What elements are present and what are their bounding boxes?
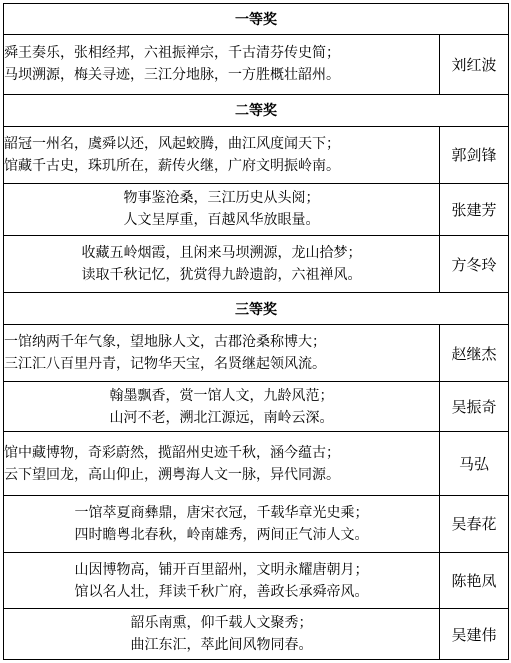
couplet-line: 馆以名人壮，拜读千秋广府，善政长承舜帝风。 xyxy=(74,583,369,600)
couplet-line: 读取千秋记忆，犹赏得九龄遗韵，六祖禅风。 xyxy=(81,267,362,283)
author-name: 郭剑锋 xyxy=(440,126,509,184)
section-header-row xyxy=(4,94,509,126)
couplet-cell xyxy=(4,325,440,382)
section-header-row xyxy=(4,293,509,325)
couplet-line: 山河不老，溯北江源远，南岭云深。 xyxy=(109,409,334,426)
couplet-cell xyxy=(4,126,440,184)
author-name: 陈艳凤 xyxy=(440,552,509,609)
couplet-cell xyxy=(4,432,440,496)
couplet-line: 收藏五岭烟霞，且闲来马坝溯源，龙山拾梦； xyxy=(81,245,362,261)
awards-table xyxy=(3,3,509,660)
couplet-line: 馆中藏博物，奇彩蔚然，揽韶州史迹千秋，涵今蕴古； xyxy=(4,444,340,461)
couplet-cell xyxy=(4,235,440,293)
author-name: 吴春花 xyxy=(440,496,509,553)
couplet-line: 韶冠一州名，虞舜以还，风起蛟腾，曲江风度闻天下； xyxy=(4,135,340,152)
couplet-cell xyxy=(4,552,440,609)
author-name: 刘红波 xyxy=(440,34,509,94)
author-name: 马弘 xyxy=(440,432,509,496)
couplet-line: 山因博物高，铺开百里韶州，文明永耀唐朝月； xyxy=(74,561,369,578)
entry-row xyxy=(4,496,509,553)
section-title: 二等奖 xyxy=(4,94,509,126)
couplet-cell xyxy=(4,496,440,553)
author-name: 吴振奇 xyxy=(440,381,509,431)
section-title: 三等奖 xyxy=(4,293,509,325)
entry-row xyxy=(4,34,509,94)
couplet-cell xyxy=(4,34,440,94)
couplet-line: 人文呈厚重，百越风华放眼量。 xyxy=(123,212,320,229)
couplet-line: 一馆萃夏商彝鼎，唐宋衣冠，千载华章光史乘； xyxy=(74,504,369,521)
couplet-line: 云下望回龙，高山仰止，溯粤海人文一脉，异代同源。 xyxy=(4,466,340,483)
author-name: 张建芳 xyxy=(440,184,509,235)
entry-row xyxy=(4,609,509,660)
entry-row xyxy=(4,184,509,235)
couplet-line: 物事鉴沧桑，三江历史从头阅； xyxy=(123,190,320,207)
entry-row xyxy=(4,126,509,184)
entry-row xyxy=(4,552,509,609)
section-title: 一等奖 xyxy=(4,4,509,35)
entry-row xyxy=(4,235,509,293)
author-name: 方冬玲 xyxy=(440,235,509,293)
entry-row xyxy=(4,432,509,496)
couplet-line: 马坝溯源，梅关寻迹，三江分地脉，一方胜概壮韶州。 xyxy=(4,67,340,84)
section-header-row xyxy=(4,4,509,35)
couplet-cell xyxy=(4,609,440,660)
couplet-line: 韶乐南熏，仰千载人文聚秀； xyxy=(130,615,313,632)
entry-row xyxy=(4,325,509,382)
couplet-cell xyxy=(4,184,440,235)
couplet-line: 馆藏千古史，珠玑所在，薪传火继，广府文明振岭南。 xyxy=(4,157,340,174)
author-name: 吴建伟 xyxy=(440,609,509,660)
couplet-line: 三江汇八百里丹青，记物华天宝，名贤继起领风流。 xyxy=(4,356,326,373)
entry-row xyxy=(4,381,509,431)
couplet-cell xyxy=(4,381,440,431)
couplet-line: 舜王奏乐，张相经邦，六祖振禅宗，千古清芬传史简； xyxy=(4,45,340,62)
couplet-line: 四时瞻粤北春秋，岭南雄秀，两间正气沛人文。 xyxy=(74,526,369,543)
couplet-line: 翰墨飘香，赏一馆人文，九龄风范； xyxy=(109,387,334,404)
author-name: 赵继杰 xyxy=(440,325,509,382)
couplet-line: 曲江东汇，萃此间风物同春。 xyxy=(130,637,313,654)
couplet-line: 一馆纳两千年气象，望地脉人文，古郡沧桑称博大； xyxy=(4,334,326,351)
